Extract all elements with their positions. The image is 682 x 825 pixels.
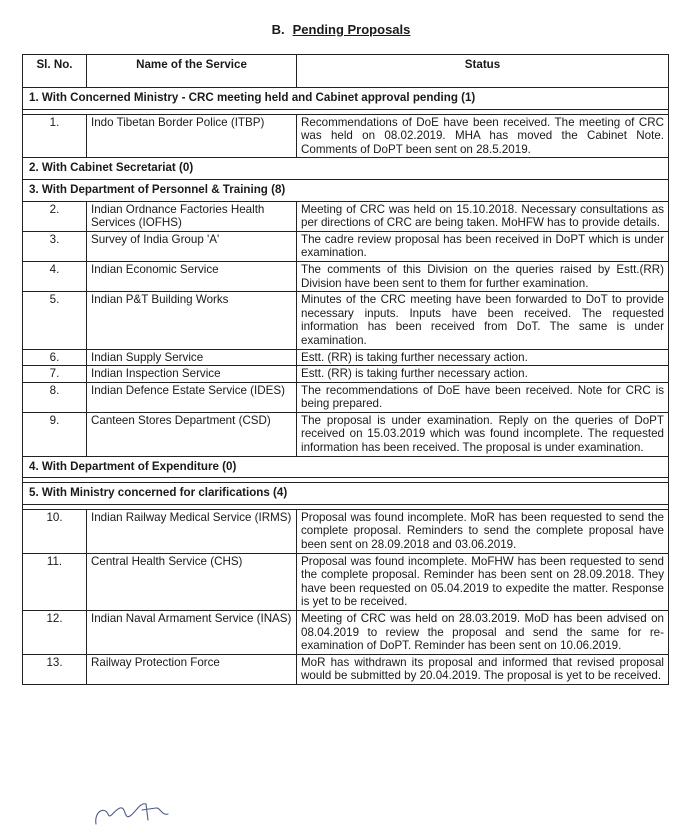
row-status: Meeting of CRC was held on 28.03.2019. MoD has been advised on 08.04.2019 to review the proposal and send the same for re-examination of DoPT. Reminder has been sent on 10.06.2019. [297, 611, 669, 655]
row-service-name: Indian Economic Service [87, 261, 297, 291]
table-row [23, 201, 669, 231]
row-sl-no: 9. [23, 412, 87, 456]
group-label: 2. With Cabinet Secretariat (0) [23, 158, 669, 180]
header-service-name: Name of the Service [87, 55, 297, 88]
row-service-name: Indian P&T Building Works [87, 292, 297, 349]
header-row [23, 55, 669, 88]
row-service-name: Survey of India Group 'A' [87, 231, 297, 261]
row-service-name: Indian Inspection Service [87, 366, 297, 383]
group-row [23, 483, 669, 505]
pending-proposals-table [22, 54, 669, 685]
row-status: Estt. (RR) is taking further necessary action. [297, 366, 669, 383]
row-status: The recommendations of DoE have been received. Note for CRC is being prepared. [297, 382, 669, 412]
group-row [23, 179, 669, 201]
table-row [23, 292, 669, 349]
table-row [23, 366, 669, 383]
row-status: Proposal was found incomplete. MoFHW has been requested to send the complete proposal. Reminder has been sent on 28.09.2018. They have been requested on 05.04.2019 to expedite the matter. Response is yet to be received. [297, 553, 669, 610]
group-row [23, 456, 669, 478]
group-row [23, 88, 669, 110]
row-service-name: Indian Railway Medical Service (IRMS) [87, 509, 297, 553]
table-row [23, 349, 669, 366]
row-sl-no: 4. [23, 261, 87, 291]
row-service-name: Central Health Service (CHS) [87, 553, 297, 610]
row-sl-no: 7. [23, 366, 87, 383]
row-sl-no: 11. [23, 553, 87, 610]
table-row [23, 509, 669, 553]
row-status: Proposal was found incomplete. MoR has been requested to send the complete proposal. Reminders to send the complete proposal have been sent on 28.09.2018 and 03.06.2019. [297, 509, 669, 553]
group-label: 4. With Department of Expenditure (0) [23, 456, 669, 478]
row-service-name: Indo Tibetan Border Police (ITBP) [87, 114, 297, 158]
row-service-name: Indian Ordnance Factories Health Services (IOFHS) [87, 201, 297, 231]
table-row [23, 114, 669, 158]
group-label: 5. With Ministry concerned for clarifications (4) [23, 483, 669, 505]
row-sl-no: 10. [23, 509, 87, 553]
group-label: 3. With Department of Personnel & Training (8) [23, 179, 669, 201]
row-status: The proposal is under examination. Reply on the queries of DoPT received on 15.03.2019 which was found incomplete. The requested information has been received. The proposal is under examination. [297, 412, 669, 456]
section-letter: B. [271, 22, 285, 37]
row-status: Meeting of CRC was held on 15.10.2018. Necessary consultations as per directions of CRC are being taken. MoHFW has to provide details. [297, 201, 669, 231]
table-row [23, 261, 669, 291]
row-status: The comments of this Division on the queries raised by Estt.(RR) Division have been sent to them for further examination. [297, 261, 669, 291]
group-row [23, 158, 669, 180]
row-service-name: Canteen Stores Department (CSD) [87, 412, 297, 456]
row-service-name: Indian Defence Estate Service (IDES) [87, 382, 297, 412]
table-row [23, 412, 669, 456]
header-sl-no: Sl. No. [23, 55, 87, 88]
row-sl-no: 8. [23, 382, 87, 412]
table-row [23, 382, 669, 412]
header-status: Status [297, 55, 669, 88]
group-label: 1. With Concerned Ministry - CRC meeting held and Cabinet approval pending (1) [23, 88, 669, 110]
row-status: Recommendations of DoE have been received. The meeting of CRC was held on 08.02.2019. MHA has moved the Cabinet Note. Comments of DoPT been sent on 28.5.2019. [297, 114, 669, 158]
section-heading [0, 22, 682, 37]
row-status: Minutes of the CRC meeting have been forwarded to DoT to provide necessary inputs. Inputs have been received. The requested information has been received from DoT. The same is under examination. [297, 292, 669, 349]
section-title: Pending Proposals [292, 22, 411, 37]
table-row [23, 611, 669, 655]
row-sl-no: 1. [23, 114, 87, 158]
row-sl-no: 2. [23, 201, 87, 231]
row-sl-no: 13. [23, 654, 87, 684]
table-row [23, 553, 669, 610]
row-status: Estt. (RR) is taking further necessary action. [297, 349, 669, 366]
row-sl-no: 5. [23, 292, 87, 349]
table-row [23, 654, 669, 684]
table-row [23, 231, 669, 261]
row-status: MoR has withdrawn its proposal and informed that revised proposal would be submitted by 20.04.2019. The proposal is yet to be received. [297, 654, 669, 684]
row-status: The cadre review proposal has been received in DoPT which is under examination. [297, 231, 669, 261]
signature-mark [90, 798, 210, 825]
row-service-name: Indian Supply Service [87, 349, 297, 366]
row-sl-no: 6. [23, 349, 87, 366]
row-sl-no: 3. [23, 231, 87, 261]
row-service-name: Indian Naval Armament Service (INAS) [87, 611, 297, 655]
row-service-name: Railway Protection Force [87, 654, 297, 684]
row-sl-no: 12. [23, 611, 87, 655]
